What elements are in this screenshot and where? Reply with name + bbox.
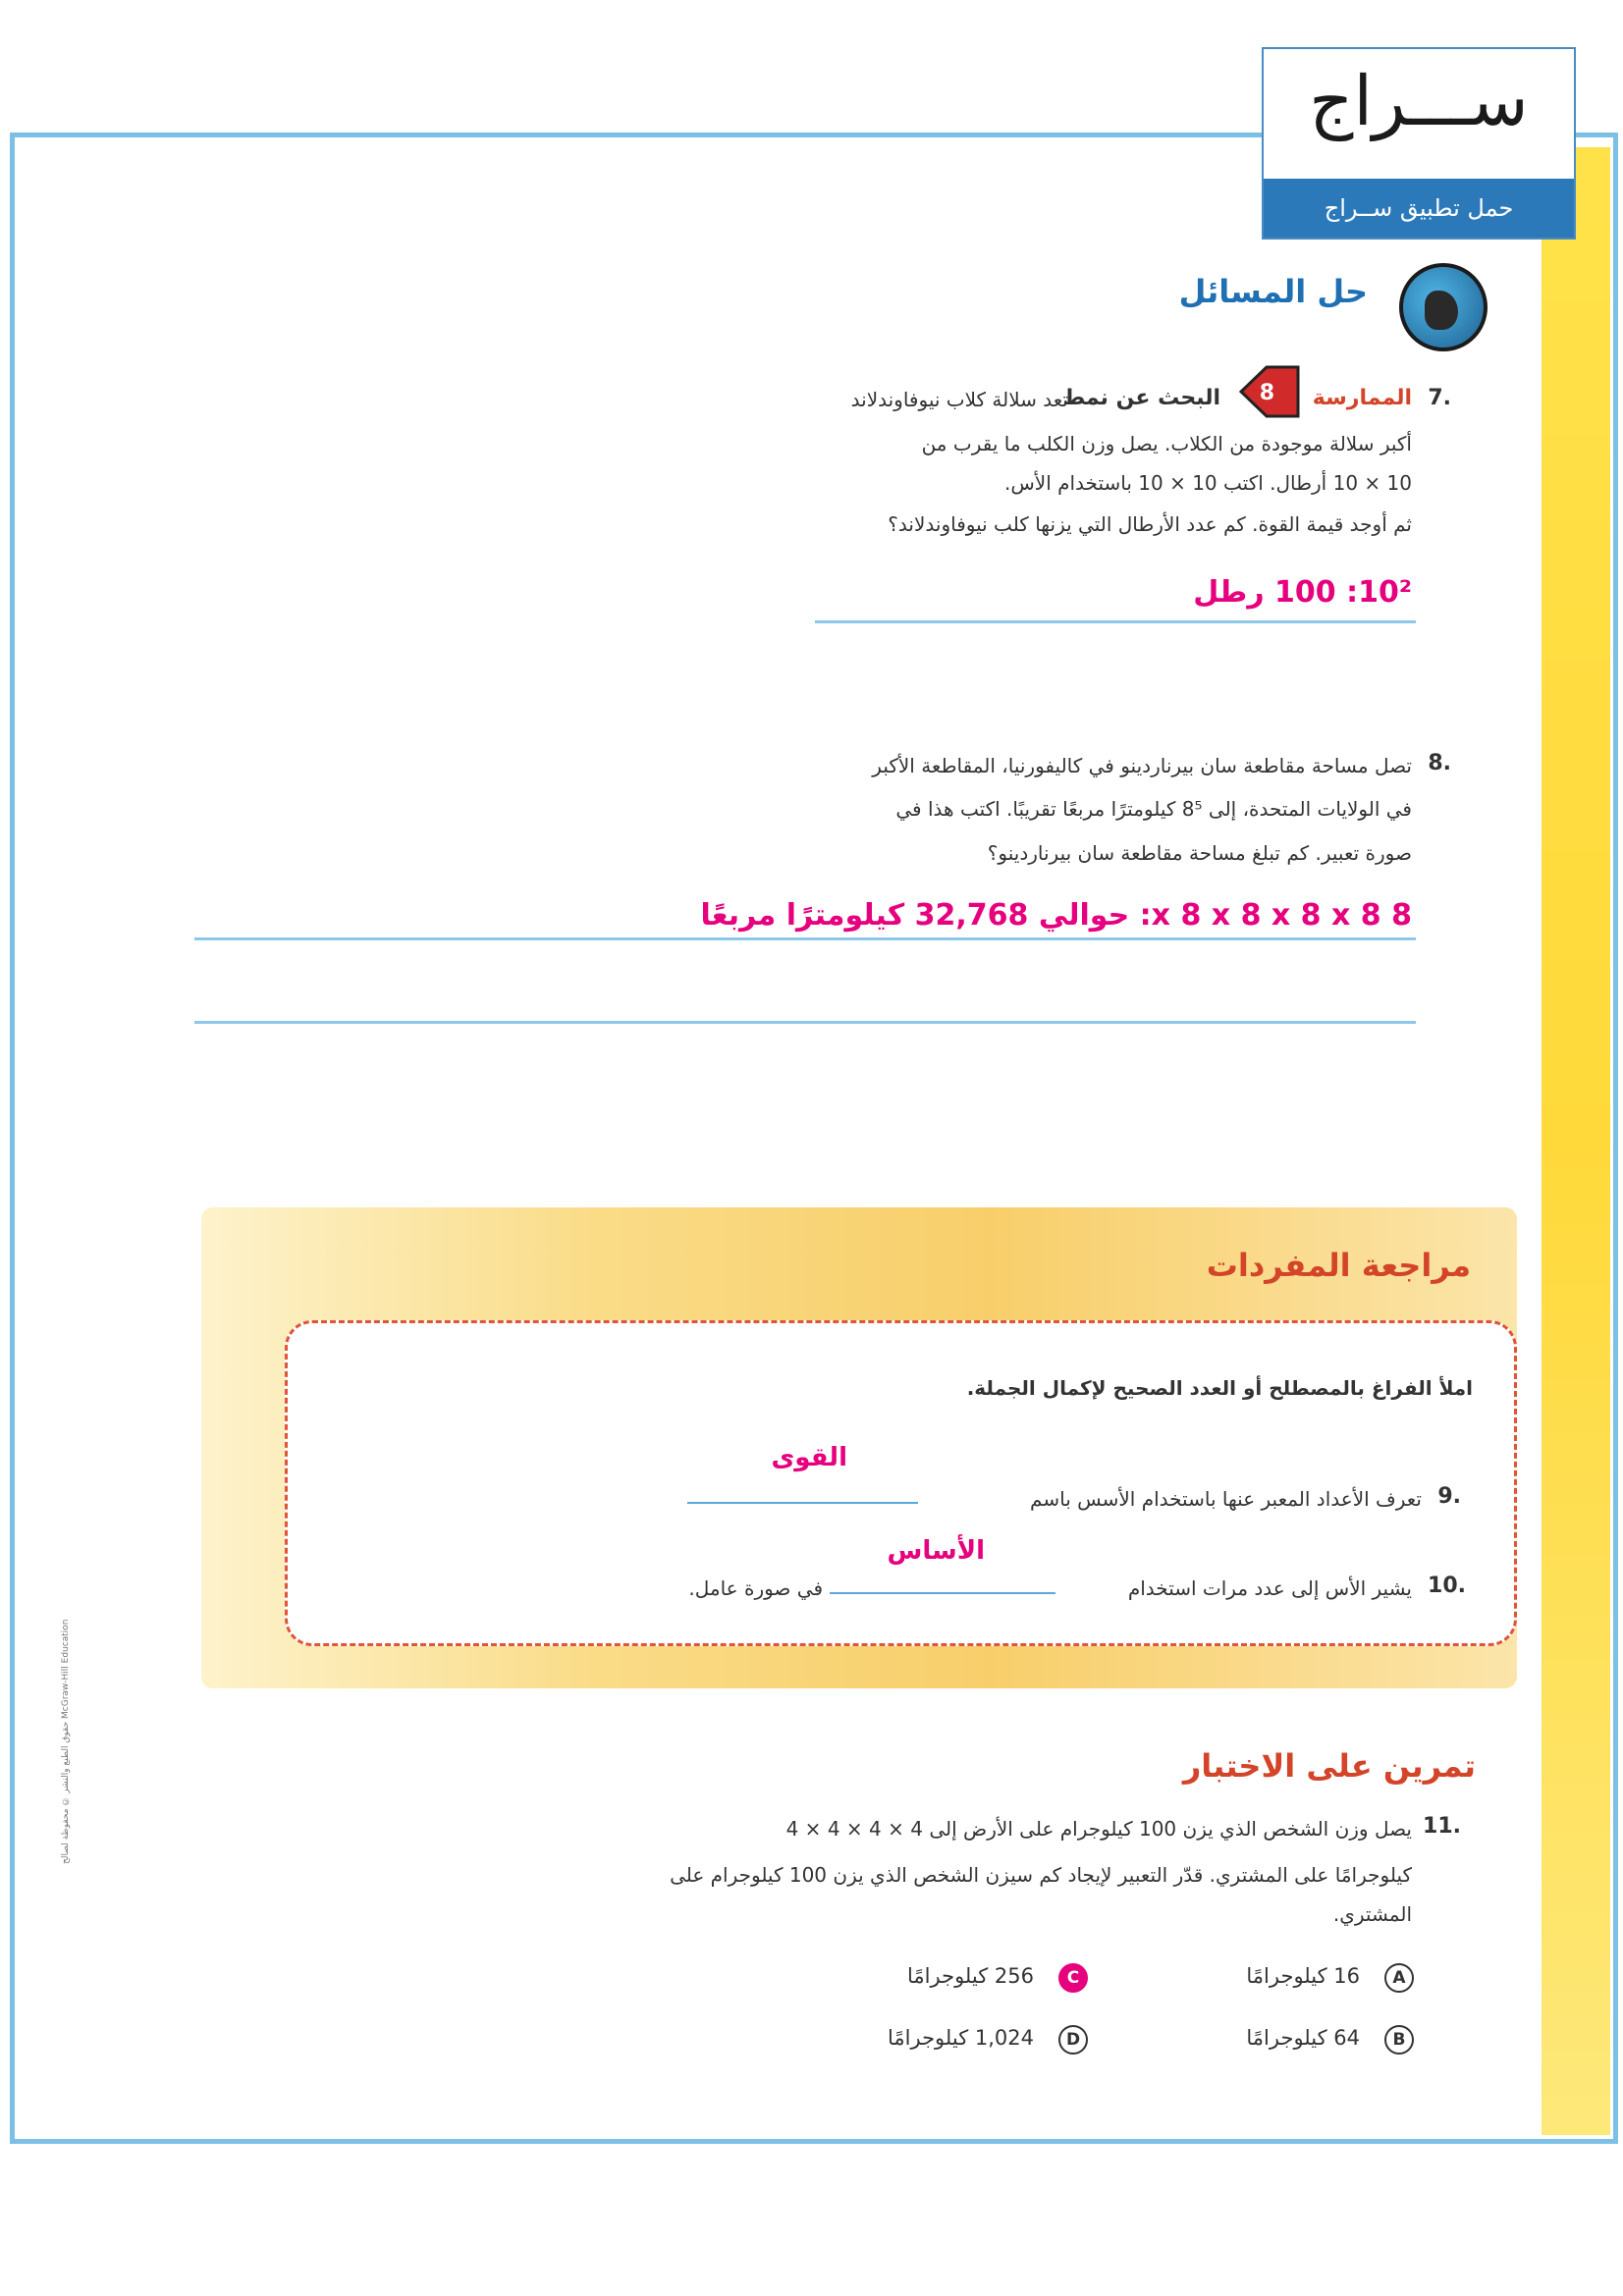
option-b-bubble[interactable]: B (1384, 2025, 1414, 2055)
q11-line2: كيلوجرامًا على المشتري. قدّر التعبير لإيجاد كم سيزن الشخص الذي يزن 100 كيلوجرام على (670, 1863, 1412, 1887)
problem-8-answer: 8 x 8 x 8 x 8 x 8: حوالي 32,768 كيلومترًا مربعًا (700, 898, 1412, 933)
problem-7-practice-label: الممارسة (1312, 386, 1412, 410)
problem-8-line2: في الولايات المتحدة، إلى 8⁵ كيلومترًا مربعًا تقريبًا. اكتب هذا في (895, 797, 1412, 821)
q11-number: .11 (1423, 1814, 1461, 1839)
tag-number: 8 (1259, 381, 1274, 405)
problem-8-number: .8 (1428, 751, 1451, 775)
q10-tail: في صورة عامل. (688, 1576, 823, 1600)
problem-7-line3: 10 × 10 أرطال. اكتب 10 × 10 باستخدام الأس. (1004, 471, 1412, 495)
q9-blank[interactable] (687, 1502, 918, 1504)
problem-7-number: .7 (1428, 386, 1451, 410)
option-a-text: 16 كيلوجرامًا (1246, 1964, 1360, 1988)
q11-line3: المشتري. (1332, 1902, 1412, 1926)
logo-band: حمل تطبيق ســراج (1264, 179, 1574, 238)
option-d-text: 1,024 كيلوجرامًا (888, 2026, 1034, 2050)
problem-8-line3: صورة تعبير. كم تبلغ مساحة مقاطعة سان بيرناردينو؟ (987, 841, 1412, 865)
problem-7-line2: أكبر سلالة موجودة من الكلاب. يصل وزن الكلب ما يقرب من (921, 432, 1412, 455)
decorative-strip (1542, 147, 1610, 2135)
answer-line (194, 937, 1416, 940)
problem-7-answer: 10²: 100 رطل (1193, 575, 1412, 610)
q10-answer: الأساس (887, 1536, 985, 1566)
q10-blank[interactable] (830, 1592, 1055, 1594)
problem-7-line4: ثم أوجد قيمة القوة. كم عدد الأرطال التي يزنها كلب نيوفاوندلاند؟ (888, 512, 1412, 536)
answer-line (194, 1021, 1416, 1024)
problem-7-search-label: البحث عن نمط (1062, 386, 1220, 410)
q10-number: .10 (1428, 1574, 1466, 1598)
section-heading-vocab: مراجعة المفردات (1206, 1247, 1471, 1284)
section-heading-test: تمرين على الاختبار (1182, 1747, 1476, 1785)
siraj-logo[interactable] (1262, 47, 1576, 240)
q9-text: تعرف الأعداد المعبر عنها باستخدام الأسس باسم (1030, 1487, 1422, 1511)
q11-line1: يصل وزن الشخص الذي يزن 100 كيلوجرام على الأرض إلى 4 × 4 × 4 × 4 (785, 1817, 1412, 1841)
vocab-instruction: املأ الفراغ بالمصطلح أو العدد الصحيح لإكمال الجملة. (966, 1376, 1473, 1400)
option-c-text: 256 كيلوجرامًا (907, 1964, 1034, 1988)
q9-answer: القوى (771, 1443, 847, 1472)
problem-8-line1: تصل مساحة مقاطعة سان بيرناردينو في كاليفورنيا، المقاطعة الأكبر (872, 754, 1412, 777)
q10-text: يشير الأس إلى عدد مرات استخدام (1127, 1576, 1412, 1600)
q9-number: .9 (1437, 1484, 1461, 1509)
copyright-notice: McGraw-Hill Education حقوق الطبع والنشر © محفوظة لصالح (61, 1620, 71, 1865)
option-c-bubble[interactable]: C (1058, 1963, 1088, 1993)
practice-arrow-icon (1239, 363, 1300, 420)
logo-word: ســـراج (1309, 61, 1529, 141)
option-a-bubble[interactable]: A (1384, 1963, 1414, 1993)
option-d-bubble[interactable]: D (1058, 2025, 1088, 2055)
section-heading-problems: حل المسائل (1178, 273, 1368, 310)
option-b-text: 64 كيلوجرامًا (1246, 2026, 1360, 2050)
answer-line (815, 620, 1416, 623)
globe-icon (1399, 263, 1488, 351)
problem-7-line1: تعد سلالة كلاب نيوفاوندلاند (850, 388, 1068, 411)
